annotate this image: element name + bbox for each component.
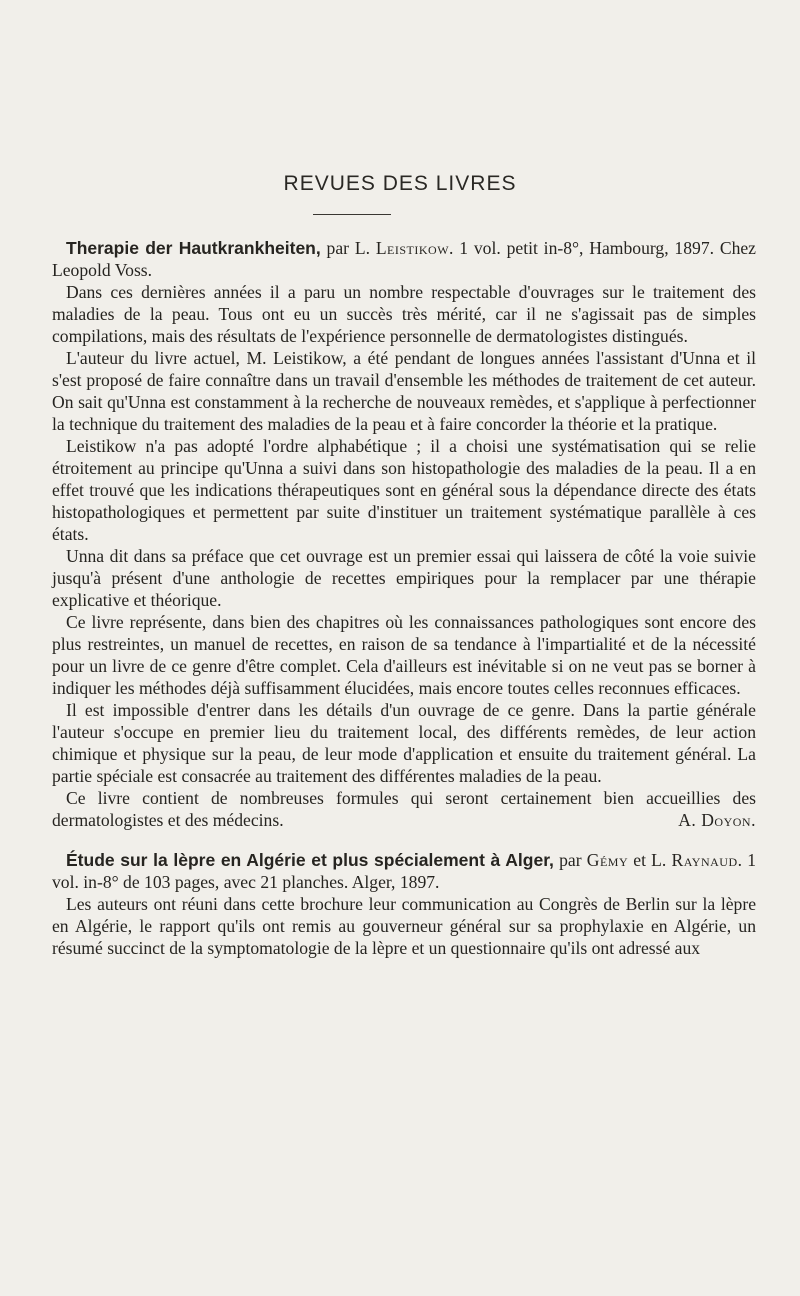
review-closing [52, 787, 756, 831]
book-author-2: Raynaud [671, 850, 738, 870]
book-title: Therapie der Hautkrankheiten, [66, 238, 321, 258]
section-heading: REVUES DES LIVRES [283, 172, 517, 195]
review-paragraph: Leistikow n'a pas adopté l'ordre alphabétique ; il a choisi une systématisation qui se relie étroitement au principe qu'Unna a suivi dans son histopathologie des maladies de la peau. Il a en effet trouvé que les indications thérapeutiques sont en général sous la dépendance directe des états histopathologiques et permettent par suite d'instituer un traitement systématique parallèle à ces états. [52, 436, 756, 544]
review-paragraph: Dans ces dernières années il a paru un nombre respectable d'ouvrages sur le traitement des maladies de la peau. Tous ont eu un succès très mérité, car il ne s'agissait pas de simples compilations, mais des résultats de l'expérience personnelle de dermatologistes distingués. [52, 282, 756, 346]
review-lepre-algerie [52, 849, 756, 959]
heading-rule [313, 214, 391, 215]
review-paragraph: L'auteur du livre actuel, M. Leistikow, a été pendant de longues années l'assistant d'Unna et il s'est proposé de faire connaître dans un travail d'ensemble les méthodes de traitement de cet auteur. On sait qu'Unna est constamment à la recherche de nouveaux remèdes, et s'applique à perfectionner la technique du traitement des maladies de la peau et à faire concorder la théorie et la pratique. [52, 348, 756, 434]
reviews-body [52, 237, 756, 959]
book-author-1: Gémy [586, 850, 629, 870]
review-paragraph: Les auteurs ont réuni dans cette brochure leur communication au Congrès de Berlin sur la lèpre en Algérie, le rapport qu'ils ont remis au gouverneur général sur sa prophylaxie en Algérie, un résumé succinct de la symptomatologie de la lèpre et un questionnaire qu'ils ont adressé aux [52, 894, 756, 958]
closing-text: Ce livre contient de nombreuses formules qui seront certainement bien accueillies des dermatologistes et des médecins. [52, 788, 756, 830]
review-paragraph: Ce livre représente, dans bien des chapitres où les connaissances pathologiques sont encore des plus restreintes, un manuel de recettes, en raison de sa tendance à l'impartialité et de la nécessité pour un livre de ce genre d'être complet. Cela d'ailleurs est inévitable si on ne veut pas se borner à indiquer les méthodes déjà suffisamment élucidées, mais encore toutes celles reconnues efficaces. [52, 612, 756, 698]
book-intro-post: . 1 vol. petit in-8°, Hambourg, 1897. Chez Leopold Voss. [52, 238, 756, 280]
review-header [52, 237, 756, 281]
review-hautkrankheiten [52, 237, 756, 831]
book-intro-post: . 1 vol. in-8° de 103 pages, avec 21 planches. Alger, 1897. [52, 850, 756, 892]
review-paragraph: Il est impossible d'entrer dans les détails d'un ouvrage de ce genre. Dans la partie générale l'auteur s'occupe en premier lieu du traitement local, des différents remèdes, de leur action chimique et physique sur la peau, de leur mode d'application et ensuite du traitement général. La partie spéciale est consacrée au traitement des différentes maladies de la peau. [52, 700, 756, 786]
review-paragraph: Unna dit dans sa préface que cet ouvrage est un premier essai qui laissera de côté la voie suivie jusqu'à présent d'une anthologie de recettes empiriques pour la remplacer par une thérapie explicative et théorique. [52, 546, 756, 610]
book-intro-pre: par L. [320, 238, 376, 258]
book-title: Étude sur la lèpre en Algérie et plus spécialement à Alger, [66, 850, 554, 870]
review-header [52, 849, 756, 893]
review-signature: A. Doyon. [678, 810, 756, 830]
book-intro-pre: par [553, 850, 587, 870]
book-author: Leistikow [375, 238, 450, 258]
book-intro-mid: et L. [628, 850, 672, 870]
